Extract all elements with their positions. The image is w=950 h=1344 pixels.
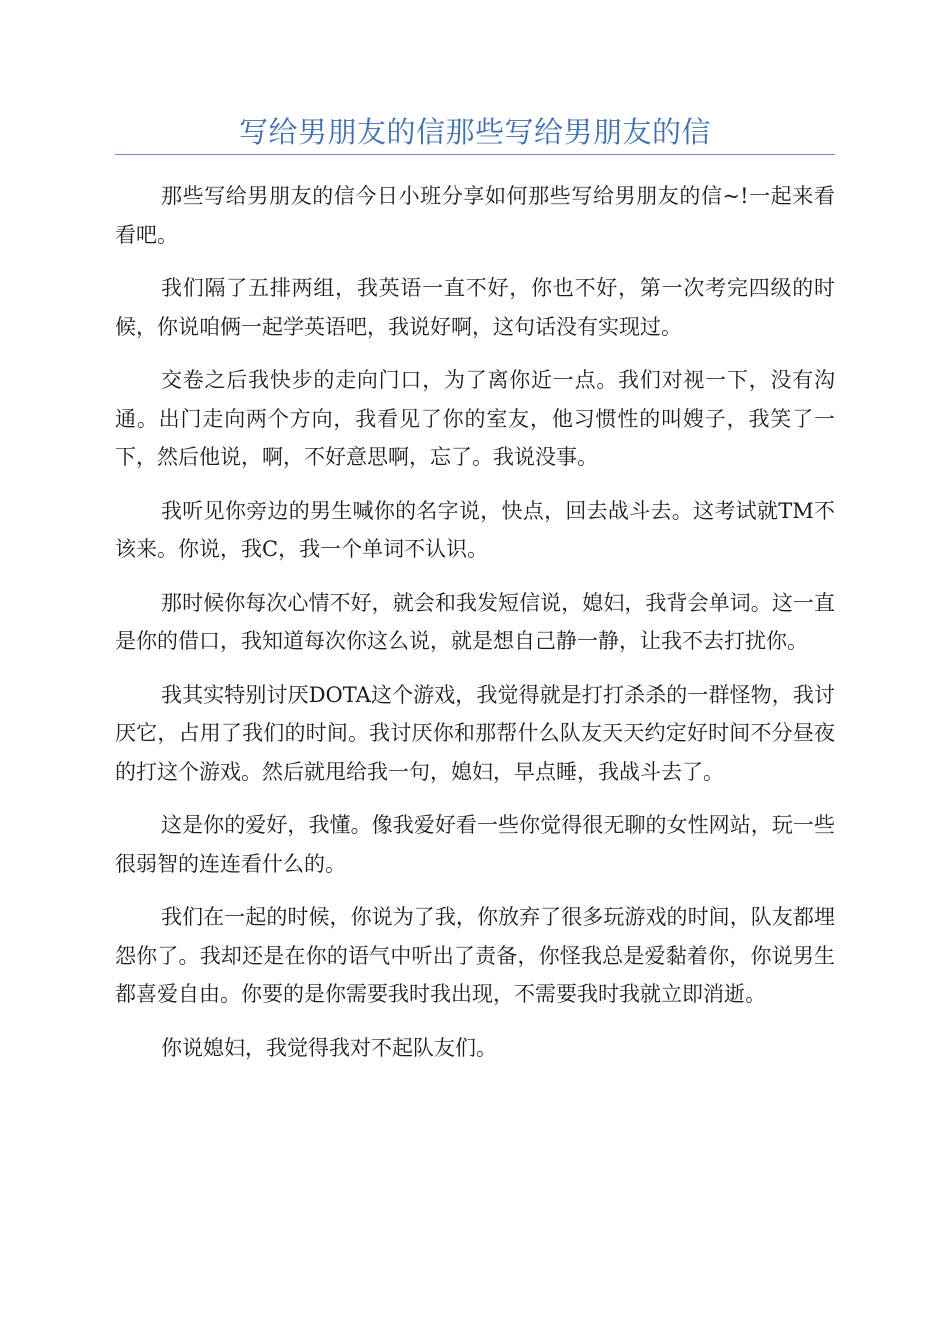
paragraph-4: 我听见你旁边的男生喊你的名字说，快点，回去战斗去。这考试就TM不该来。你说，我C，我一个单词不认识。	[115, 498, 835, 561]
paragraph-7: 这是你的爱好，我懂。像我爱好看一些你觉得很无聊的女性网站，玩一些很弱智的连连看什么的。	[115, 813, 835, 876]
page-title: 写给男朋友的信那些写给男朋友的信	[238, 115, 711, 149]
paragraph-3: 交卷之后我快步的走向门口，为了离你近一点。我们对视一下，没有沟通。出门走向两个方向，我看见了你的室友，他习惯性的叫嫂子，我笑了一下，然后他说，啊，不好意思啊，忘了。我说没事。	[115, 368, 835, 469]
paragraph-8: 我们在一起的时候，你说为了我，你放弃了很多玩游戏的时间，队友都埋怨你了。我却还是在你的语气中听出了责备，你怪我总是爱黏着你，你说男生都喜爱自由。你要的是你需要我时我出现，不需要我时我就立即消逝。	[115, 905, 835, 1006]
paragraph-9: 你说媳妇，我觉得我对不起队友们。	[161, 1035, 497, 1060]
document-page	[115, 112, 835, 1082]
paragraph-5: 那时候你每次心情不好，就会和我发短信说，媳妇，我背会单词。这一直是你的借口，我知道每次你这么说，就是想自己静一静，让我不去打扰你。	[115, 590, 835, 653]
paragraph-2: 我们隔了五排两组，我英语一直不好，你也不好，第一次考完四级的时候，你说咱俩一起学英语吧，我说好啊，这句话没有实现过。	[115, 276, 835, 339]
title-underline	[115, 154, 835, 155]
paragraph-1: 那些写给男朋友的信今日小班分享如何那些写给男朋友的信~!一起来看看吧。	[115, 184, 835, 247]
paragraph-6: 我其实特别讨厌DOTA这个游戏，我觉得就是打打杀杀的一群怪物，我讨厌它，占用了我们的时间。我讨厌你和那帮什么队友天天约定好时间不分昼夜的打这个游戏。然后就甩给我一句，媳妇，早点睡，我战斗去了。	[115, 682, 835, 784]
